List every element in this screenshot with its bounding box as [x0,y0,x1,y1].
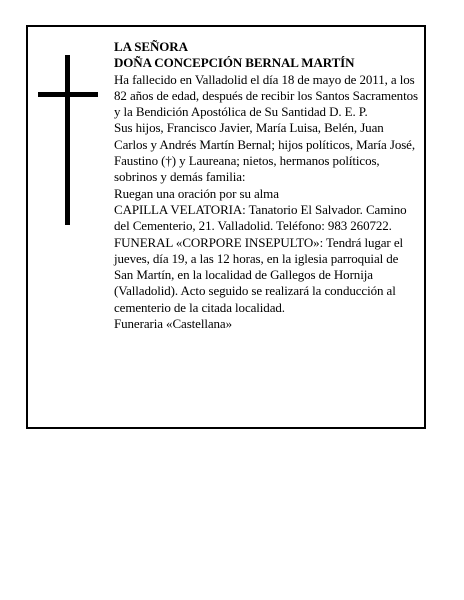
family-members: Sus hijos, Francisco Javier, María Luisa, Belén, Juan Carlos y Andrés Martín Bernal; hijos políticos, María José, Faustino (†) y Laureana; nietos, hermanos políticos, sobrinos y demás familia: [114,120,416,185]
cross-icon [38,55,98,225]
prayer-request: Ruegan una oración por su alma [114,185,279,201]
funeral-home: Funeraria «Castellana» [114,316,233,332]
notice-title: LA SEÑORA [114,39,188,54]
funeral-info: FUNERAL «CORPORE INSEPULTO»: Tendrá lugar el jueves, día 19, a las 12 horas, en la iglesia parroquial de San Martín, en la localidad de Gallegos de Hornija (Valladolid). Acto seguido se realizará la conducción al cementerio de la citada localidad. [114,234,403,315]
cross-horizontal-bar [38,92,98,97]
wake-chapel-info: CAPILLA VELATORIA: Tanatorio El Salvador. Camino del Cementerio, 21. Valladolid. Teléfono: 983 260722. [114,201,407,234]
deceased-name: DOÑA CONCEPCIÓN BERNAL MARTÍN [114,55,355,71]
obituary-notice [26,25,426,429]
death-announcement: Ha fallecido en Valladolid el día 18 de mayo de 2011, a los 82 años de edad, después de recibir los Santos Sacramentos y la Bendición Apostólica de Su Santidad D. E. P. [114,71,418,120]
cross-vertical-bar [65,55,70,225]
notice-text [114,39,420,332]
